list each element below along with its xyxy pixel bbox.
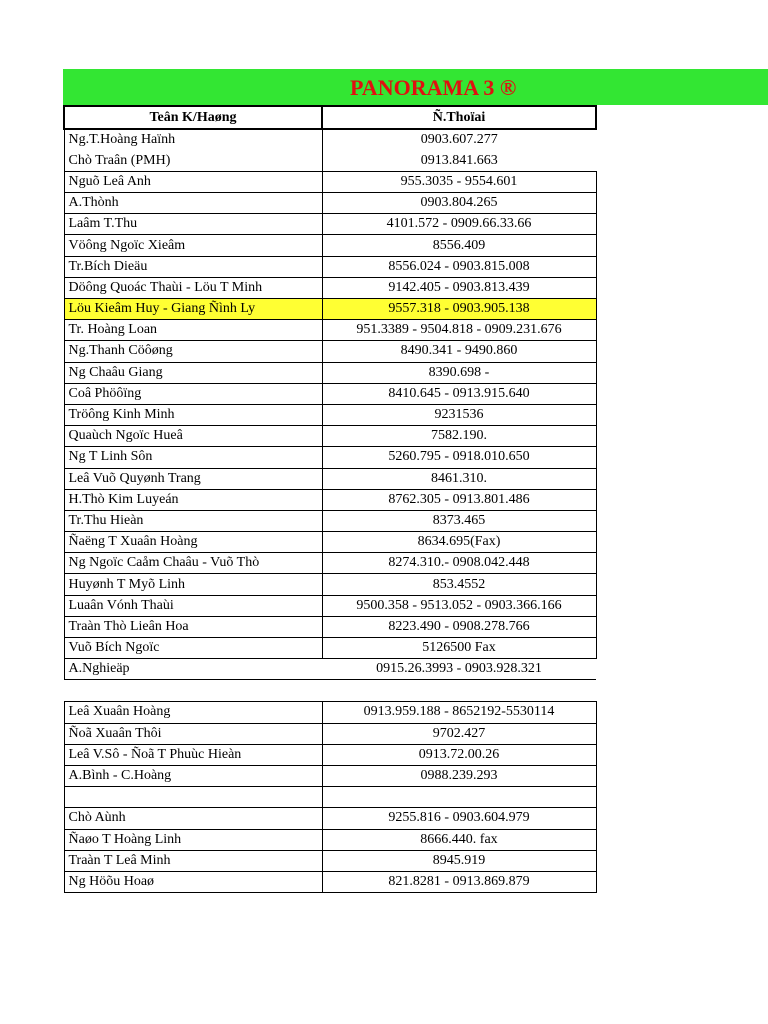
phone-cell[interactable]: 8634.695(Fax) [322,532,596,553]
phone-column-header[interactable]: Ñ.Thoïai [322,106,596,129]
phone-cell[interactable]: 5260.795 - 0918.010.650 [322,447,596,468]
header-row [64,106,596,129]
name-cell[interactable]: Ñaøo T Hoàng Linh [64,829,322,850]
table-row [64,595,596,616]
table-row [64,574,596,595]
table-row [64,787,596,808]
name-cell[interactable]: A.Thònh [64,193,322,214]
name-cell[interactable]: H.Thò Kim Luyeán [64,489,322,510]
table-row [64,702,596,723]
phone-cell[interactable]: 8556.409 [322,235,596,256]
table-row [64,680,596,702]
table-row [64,468,596,489]
table-row [64,404,596,425]
phone-cell[interactable]: 8945.919 [322,850,596,871]
table-row [64,871,596,892]
table-row [64,723,596,744]
phone-cell[interactable]: 9702.427 [322,723,596,744]
name-cell[interactable]: Tr.Bích Dieäu [64,256,322,277]
name-cell[interactable]: Ng Höõu Hoaø [64,871,322,892]
table-row [64,214,596,235]
name-cell[interactable]: Leâ Xuaân Hoàng [64,702,322,723]
table-row [64,193,596,214]
phone-cell[interactable]: 8666.440. fax [322,829,596,850]
phone-cell[interactable]: 951.3389 - 9504.818 - 0909.231.676 [322,320,596,341]
name-cell[interactable]: A.Nghieäp [64,659,322,680]
name-cell[interactable]: Ng Ngoïc Caåm Chaâu - Vuõ Thò [64,553,322,574]
table-row [64,638,596,659]
phone-cell[interactable]: 8410.645 - 0913.915.640 [322,383,596,404]
table-row [64,510,596,531]
phone-cell[interactable]: 0903.607.277 [420,132,498,148]
phone-cell[interactable]: 8373.465 [322,510,596,531]
phone-cell[interactable]: 8762.305 - 0913.801.486 [322,489,596,510]
name-cell[interactable]: Ng.T.Hoàng Haïnh [64,129,322,150]
phone-cell[interactable]: 853.4552 [322,574,596,595]
table-row [64,616,596,637]
table-row [64,277,596,298]
contact-table [63,105,597,893]
phone-cell[interactable] [322,680,596,702]
name-cell[interactable]: Tröông Kinh Minh [64,404,322,425]
phone-cell[interactable]: 5126500 Fax [322,638,596,659]
name-cell[interactable]: Ng Chaâu Giang [64,362,322,383]
table-row [64,362,596,383]
name-cell[interactable]: Ng.Thanh Cöôøng [64,341,322,362]
name-cell[interactable]: Chò Traân (PMH) [64,150,322,171]
phone-cell[interactable]: 8223.490 - 0908.278.766 [322,616,596,637]
table-row [64,426,596,447]
phone-cell[interactable]: 955.3035 - 9554.601 [322,171,596,192]
phone-cell[interactable]: 0913.959.188 - 8652192-5530114 [322,702,596,723]
table-row [64,489,596,510]
table-row [64,532,596,553]
name-cell[interactable]: Ñoã Xuaân Thôi [64,723,322,744]
table-row [64,553,596,574]
name-cell[interactable]: Quaùch Ngoïc Hueâ [64,426,322,447]
name-cell[interactable]: Huyønh T Myõ Linh [64,574,322,595]
table-row [64,299,596,320]
table-row [64,744,596,765]
name-cell[interactable]: Vuõ Bích Ngoïc [64,638,322,659]
phone-cell[interactable]: 0913.72.00.26 [322,744,596,765]
name-cell[interactable]: Nguõ Leâ Anh [64,171,322,192]
table-row [64,829,596,850]
phone-cell[interactable]: 9500.358 - 9513.052 - 0903.366.166 [322,595,596,616]
phone-cell[interactable]: 0915.26.3993 - 0903.928.321 [322,659,596,680]
table-row [64,341,596,362]
table-row [64,171,596,192]
table-row [64,235,596,256]
phone-cell[interactable]: 8274.310.- 0908.042.448 [322,553,596,574]
phone-cell[interactable]: 8461.310. [322,468,596,489]
table-row [64,447,596,468]
phone-cell[interactable]: 8556.024 - 0903.815.008 [322,256,596,277]
table-row [64,850,596,871]
table-row [64,320,596,341]
name-cell[interactable] [64,680,322,702]
phone-cell[interactable]: 0903.804.265 [322,193,596,214]
phone-cell[interactable]: 4101.572 - 0909.66.33.66 [322,214,596,235]
phone-cell[interactable]: 9142.405 - 0903.813.439 [322,277,596,298]
phone-cell[interactable]: 7582.190. [322,426,596,447]
table-row [64,256,596,277]
name-cell[interactable]: Chò Aùnh [64,808,322,829]
table-row [64,765,596,786]
phone-cell[interactable]: 8390.698 - [322,362,596,383]
name-cell[interactable]: Leâ V.Sô - Ñoã T Phuùc Hieàn [64,744,322,765]
name-cell[interactable]: Löu Kieâm Huy - Giang Ñình Ly [64,299,322,320]
phone-cell[interactable]: 9557.318 - 0903.905.138 [322,299,596,320]
phone-cell[interactable]: 0913.841.663 [420,152,498,168]
sheet-title: PANORAMA 3 ® [350,75,517,100]
name-cell[interactable]: Traàn T Leâ Minh [64,850,322,871]
phone-cell[interactable] [322,787,596,808]
name-cell[interactable] [64,787,322,808]
table-row [64,129,596,150]
name-cell[interactable]: Ng T Linh Sôn [64,447,322,468]
phone-cell[interactable]: 8490.341 - 9490.860 [322,341,596,362]
name-column-header[interactable]: Teân K/Haøng [64,106,322,129]
name-cell[interactable]: Luaân Vónh Thaùi [64,595,322,616]
name-cell[interactable]: Vöông Ngoïc Xieâm [64,235,322,256]
name-cell[interactable]: Döông Quoác Thaùi - Löu T Minh [64,277,322,298]
phone-cell[interactable]: 9255.816 - 0903.604.979 [322,808,596,829]
phone-cell[interactable]: 9231536 [322,404,596,425]
table-row [64,808,596,829]
table-row [64,659,596,680]
name-cell[interactable]: A.Bình - C.Hoàng [64,765,322,786]
phone-cell[interactable]: 821.8281 - 0913.869.879 [322,871,596,892]
name-cell[interactable]: Coâ Phöôïng [64,383,322,404]
name-cell[interactable]: Leâ Vuõ Quyønh Trang [64,468,322,489]
name-cell[interactable]: Ñaëng T Xuaân Hoàng [64,532,322,553]
table-row [64,383,596,404]
table-body [64,129,596,893]
name-cell[interactable]: Laâm T.Thu [64,214,322,235]
name-cell[interactable]: Traàn Thò Lieân Hoa [64,616,322,637]
name-cell[interactable]: Tr.Thu Hieàn [64,510,322,531]
phone-cell[interactable]: 0988.239.293 [322,765,596,786]
table-row [64,150,596,171]
name-cell[interactable]: Tr. Hoàng Loan [64,320,322,341]
